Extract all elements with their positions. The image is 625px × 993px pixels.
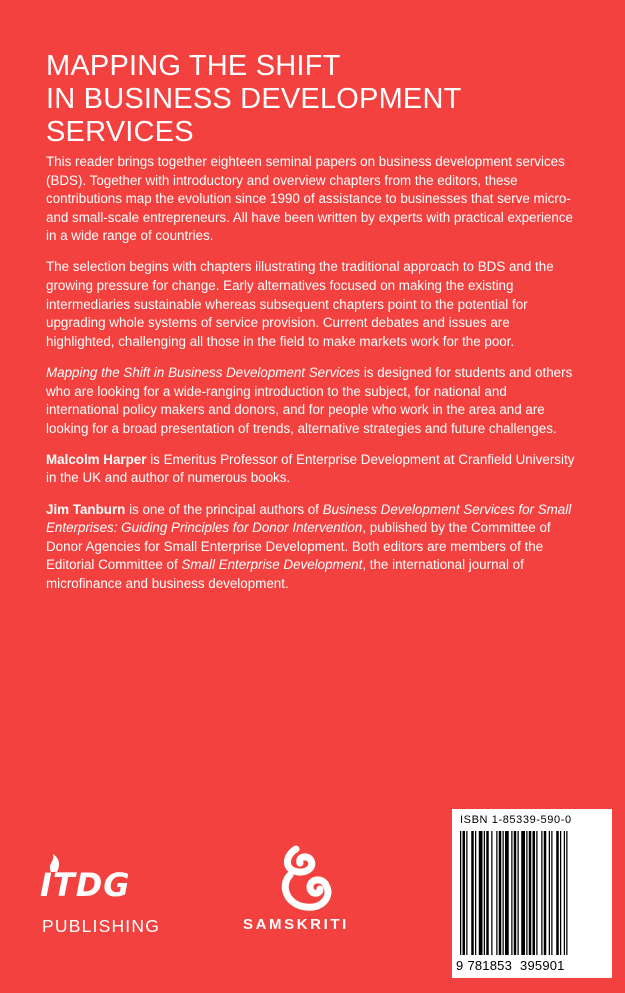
itdg-wordmark: ITDG (40, 866, 131, 904)
barcode-digits (456, 958, 611, 973)
barcode-left-digits: 781853 (467, 958, 513, 973)
paragraph-author-harper (46, 451, 581, 488)
tanburn-bio-a: is one of the principal authors of (125, 501, 323, 517)
paragraph-selection: The selection begins with chapters illustrating the traditional approach to BDS and the growing pressure for change. Early alternatives focused on making the existing intermediaries sustainable whereas subsequent chapters point to the potential for upgrading whole systems of service provision. Current debates and issues are highlighted, challenging all those in the field to make markets work for the poor. (46, 259, 554, 349)
title-line-1: MAPPING THE SHIFT (46, 50, 341, 82)
author-name-tanburn: Jim Tanburn (46, 501, 126, 517)
author-name-harper: Malcolm Harper (46, 451, 147, 467)
blurb (46, 153, 581, 606)
journal-title-italic: Small Enterprise Development (181, 557, 363, 573)
barcode-panel (452, 809, 612, 978)
title-line-2: IN BUSINESS DEVELOPMENT SERVICES (46, 83, 462, 148)
itdg-publishing-logo (40, 852, 170, 942)
itdg-publishing-label: PUBLISHING (42, 916, 160, 936)
isbn-label: ISBN 1-85339-590-0 (460, 814, 572, 826)
book-title (46, 50, 616, 149)
tanburn-bio-b: , published by the Committee of Donor Agencies for Small Enterprise Development. Both editors are members of the Editorial Committee of (46, 520, 551, 573)
tanburn-bio-c: , the international journal of microfinance and business development. (46, 557, 524, 591)
guide-title-italic: Business Development Services for Small Enterprises: Guiding Principles for Donor Intervention (46, 501, 572, 536)
barcode-right-digits: 395901 (520, 958, 565, 973)
paragraph-audience (46, 364, 581, 438)
samskriti-wordmark: SAMSKRITI (243, 916, 349, 933)
harper-bio: is Emeritus Professor of Enterprise Development at Cranfield University in the UK and author of numerous books. (46, 451, 575, 486)
paragraph-author-tanburn (46, 501, 581, 594)
samskriti-emblem-icon (276, 845, 336, 915)
samskriti-logo (240, 845, 375, 945)
audience-text: is designed for students and others who are looking for a wide-ranging introduction to the subject, for national and international policy makers and donors, and for people who work in the area and are looking for a broad presentation of trends, alternative strategies and future challenges. (46, 364, 573, 436)
barcode-bars (458, 831, 608, 955)
paragraph-intro: This reader brings together eighteen seminal papers on business development services (BDS). Together with introductory and overview chapters from the editors, these contributions map the evolution since 1990 of assistance to businesses that serve micro- and small-scale entrepreneurs. All have been written by experts with practical experience in a wide range of countries. (46, 154, 573, 244)
book-title-italic: Mapping the Shift in Business Development Services (46, 364, 361, 380)
barcode-lead-digit: 9 (456, 958, 464, 973)
